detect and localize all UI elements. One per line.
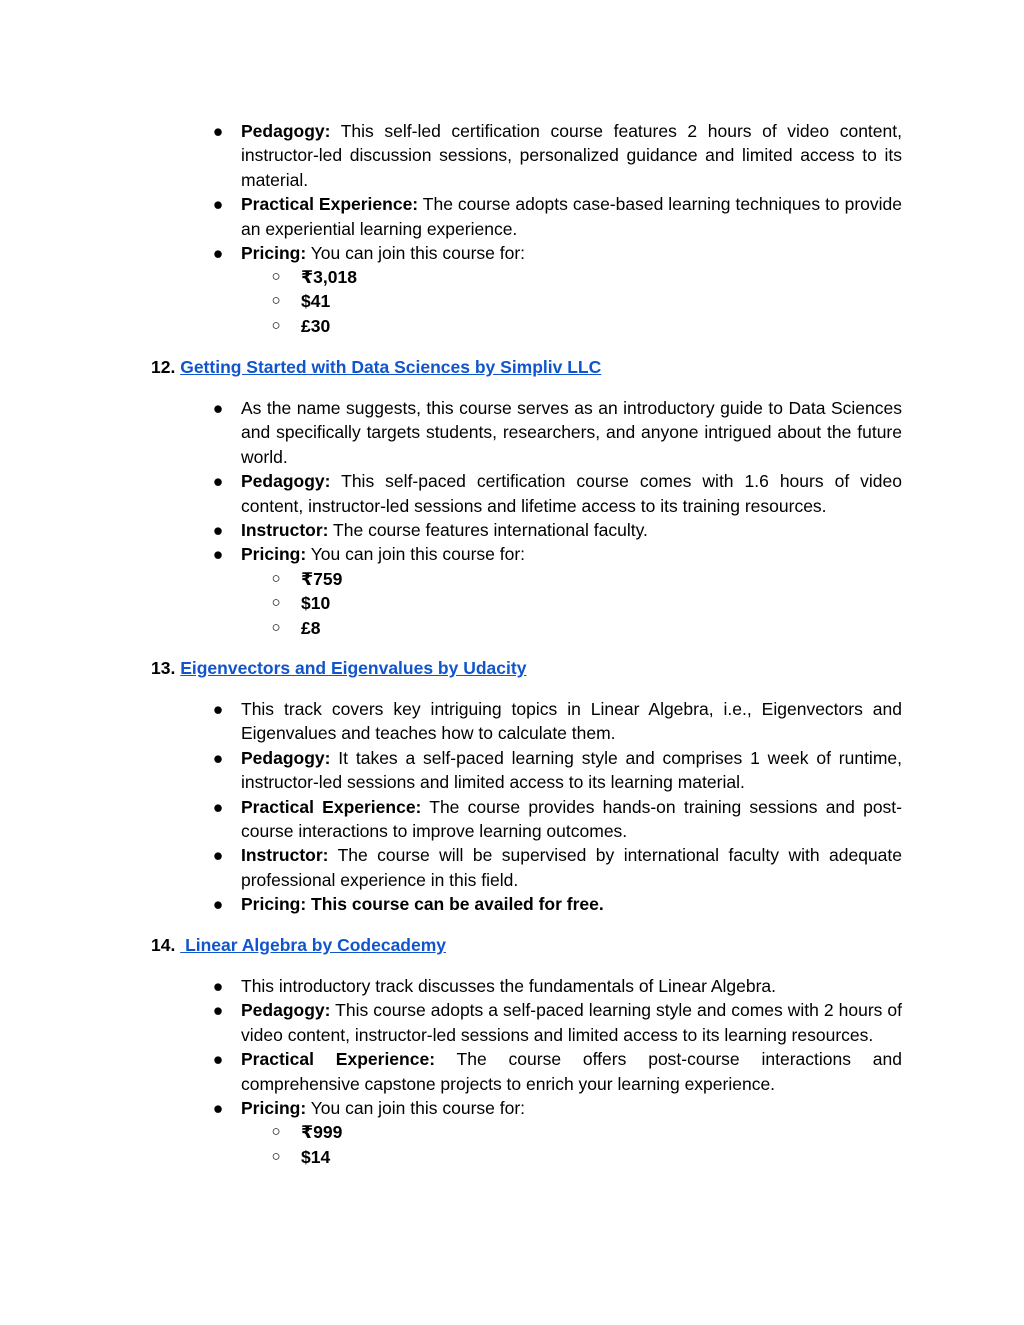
- circle-bullet-icon: ○: [271, 1123, 281, 1141]
- section-13-heading: 13. Eigenvectors and Eigenvalues by Udacity: [151, 658, 527, 678]
- list-item: ● Pedagogy: This course adopts a self-paced learning style and comes with 2 hours of video content, instructor-led sessions and limited access to its learning resources.: [212, 1000, 902, 1045]
- circle-bullet-icon: ○: [271, 594, 281, 612]
- bullet-icon: ●: [212, 796, 224, 817]
- list-item: ● Instructor: The course features international faculty.: [241, 518, 902, 542]
- price-item: ○ ₹759: [0, 567, 902, 591]
- price-item: ○ $10: [0, 591, 902, 615]
- section-13-list: [212, 697, 902, 917]
- bullet-icon: ●: [212, 1049, 224, 1070]
- bullet-icon: ●: [212, 520, 224, 541]
- list-item: ● Pricing: You can join this course for:: [241, 542, 902, 566]
- bullet-icon: ●: [212, 121, 224, 141]
- bullet-icon: ●: [212, 699, 224, 719]
- circle-bullet-icon: ○: [271, 1147, 281, 1165]
- circle-bullet-icon: ○: [271, 292, 281, 310]
- bullet-icon: ●: [212, 544, 224, 565]
- list-item: ● Pricing: You can join this course for:: [241, 241, 902, 265]
- list-item: ● This track covers key intriguing topics in Linear Algebra, i.e., Eigenvectors and Eigenvalues and teaches how to calculate them.: [212, 699, 902, 744]
- price-item: ○ $14: [0, 1145, 902, 1169]
- course-link-codecademy[interactable]: Linear Algebra by Codecademy: [180, 935, 447, 955]
- list-item: ● As the name suggests, this course serves as an introductory guide to Data Sciences and specifically targets students, researchers, and anyone intrigued about the future world.: [212, 398, 902, 467]
- list-item: ● Instructor: The course will be supervised by international faculty with adequate professional experience in this field.: [212, 845, 902, 890]
- price-item: ○ ₹999: [0, 1120, 902, 1144]
- course-link-simpliv[interactable]: Getting Started with Data Sciences by Simpliv LLC: [180, 357, 602, 377]
- bullet-icon: ●: [212, 243, 224, 264]
- list-item: ● Practical Experience: The course provides hands-on training sessions and post-course interactions to improve learning outcomes.: [212, 796, 902, 842]
- bullet-icon: ●: [212, 894, 224, 915]
- list-item: ● Pricing: This course can be availed for free.: [241, 892, 902, 916]
- bullet-icon: ●: [212, 747, 224, 768]
- section-12-heading: 12. Getting Started with Data Sciences by Simpliv LLC: [151, 357, 602, 377]
- list-item: ● Pedagogy: It takes a self-paced learning style and comprises 1 week of runtime, instructor-led sessions and limited access to its learning material.: [212, 747, 902, 793]
- price-item: ○ $41: [0, 289, 902, 313]
- price-item: ○ £30: [0, 314, 902, 338]
- bullet-icon: ●: [212, 1098, 224, 1119]
- section-11-list: [212, 119, 903, 265]
- bullet-icon: ●: [212, 471, 224, 492]
- list-item: ● Pedagogy: This self-led certification course features 2 hours of video content, instructor-led discussion sessions, personalized guidance and limited access to its material.: [212, 121, 902, 190]
- circle-bullet-icon: ○: [271, 618, 281, 636]
- list-item: ● Practical Experience: The course adopts case-based learning techniques to provide an experiential learning experience.: [212, 194, 903, 239]
- section-12-list: [212, 396, 902, 640]
- circle-bullet-icon: ○: [271, 268, 281, 285]
- list-item: ● Pedagogy: This self-paced certification course comes with 1.6 hours of video content, instructor-led sessions and lifetime access to its training resources.: [212, 471, 902, 516]
- section-11-prices: [241, 265, 902, 338]
- bullet-icon: ●: [212, 1000, 224, 1021]
- bullet-icon: ●: [212, 845, 224, 866]
- list-item: ● Pricing: You can join this course for:: [241, 1096, 902, 1120]
- section-14-heading: 14. Linear Algebra by Codecademy: [151, 935, 447, 955]
- section-14-list: [212, 974, 903, 1169]
- bullet-icon: ●: [212, 194, 224, 215]
- list-item: ● Practical Experience: The course offers post-course interactions and comprehensive capstone projects to enrich your learning experience.: [212, 1049, 903, 1094]
- price-item: ○ ₹3,018: [0, 265, 902, 289]
- course-link-udacity[interactable]: Eigenvectors and Eigenvalues by Udacity: [180, 658, 527, 678]
- list-item: ● This introductory track discusses the fundamentals of Linear Algebra.: [241, 974, 902, 998]
- bullet-icon: ●: [212, 398, 224, 418]
- price-item: ○ £8: [0, 616, 902, 640]
- circle-bullet-icon: ○: [271, 316, 281, 334]
- bullet-icon: ●: [212, 976, 224, 996]
- circle-bullet-icon: ○: [271, 569, 281, 587]
